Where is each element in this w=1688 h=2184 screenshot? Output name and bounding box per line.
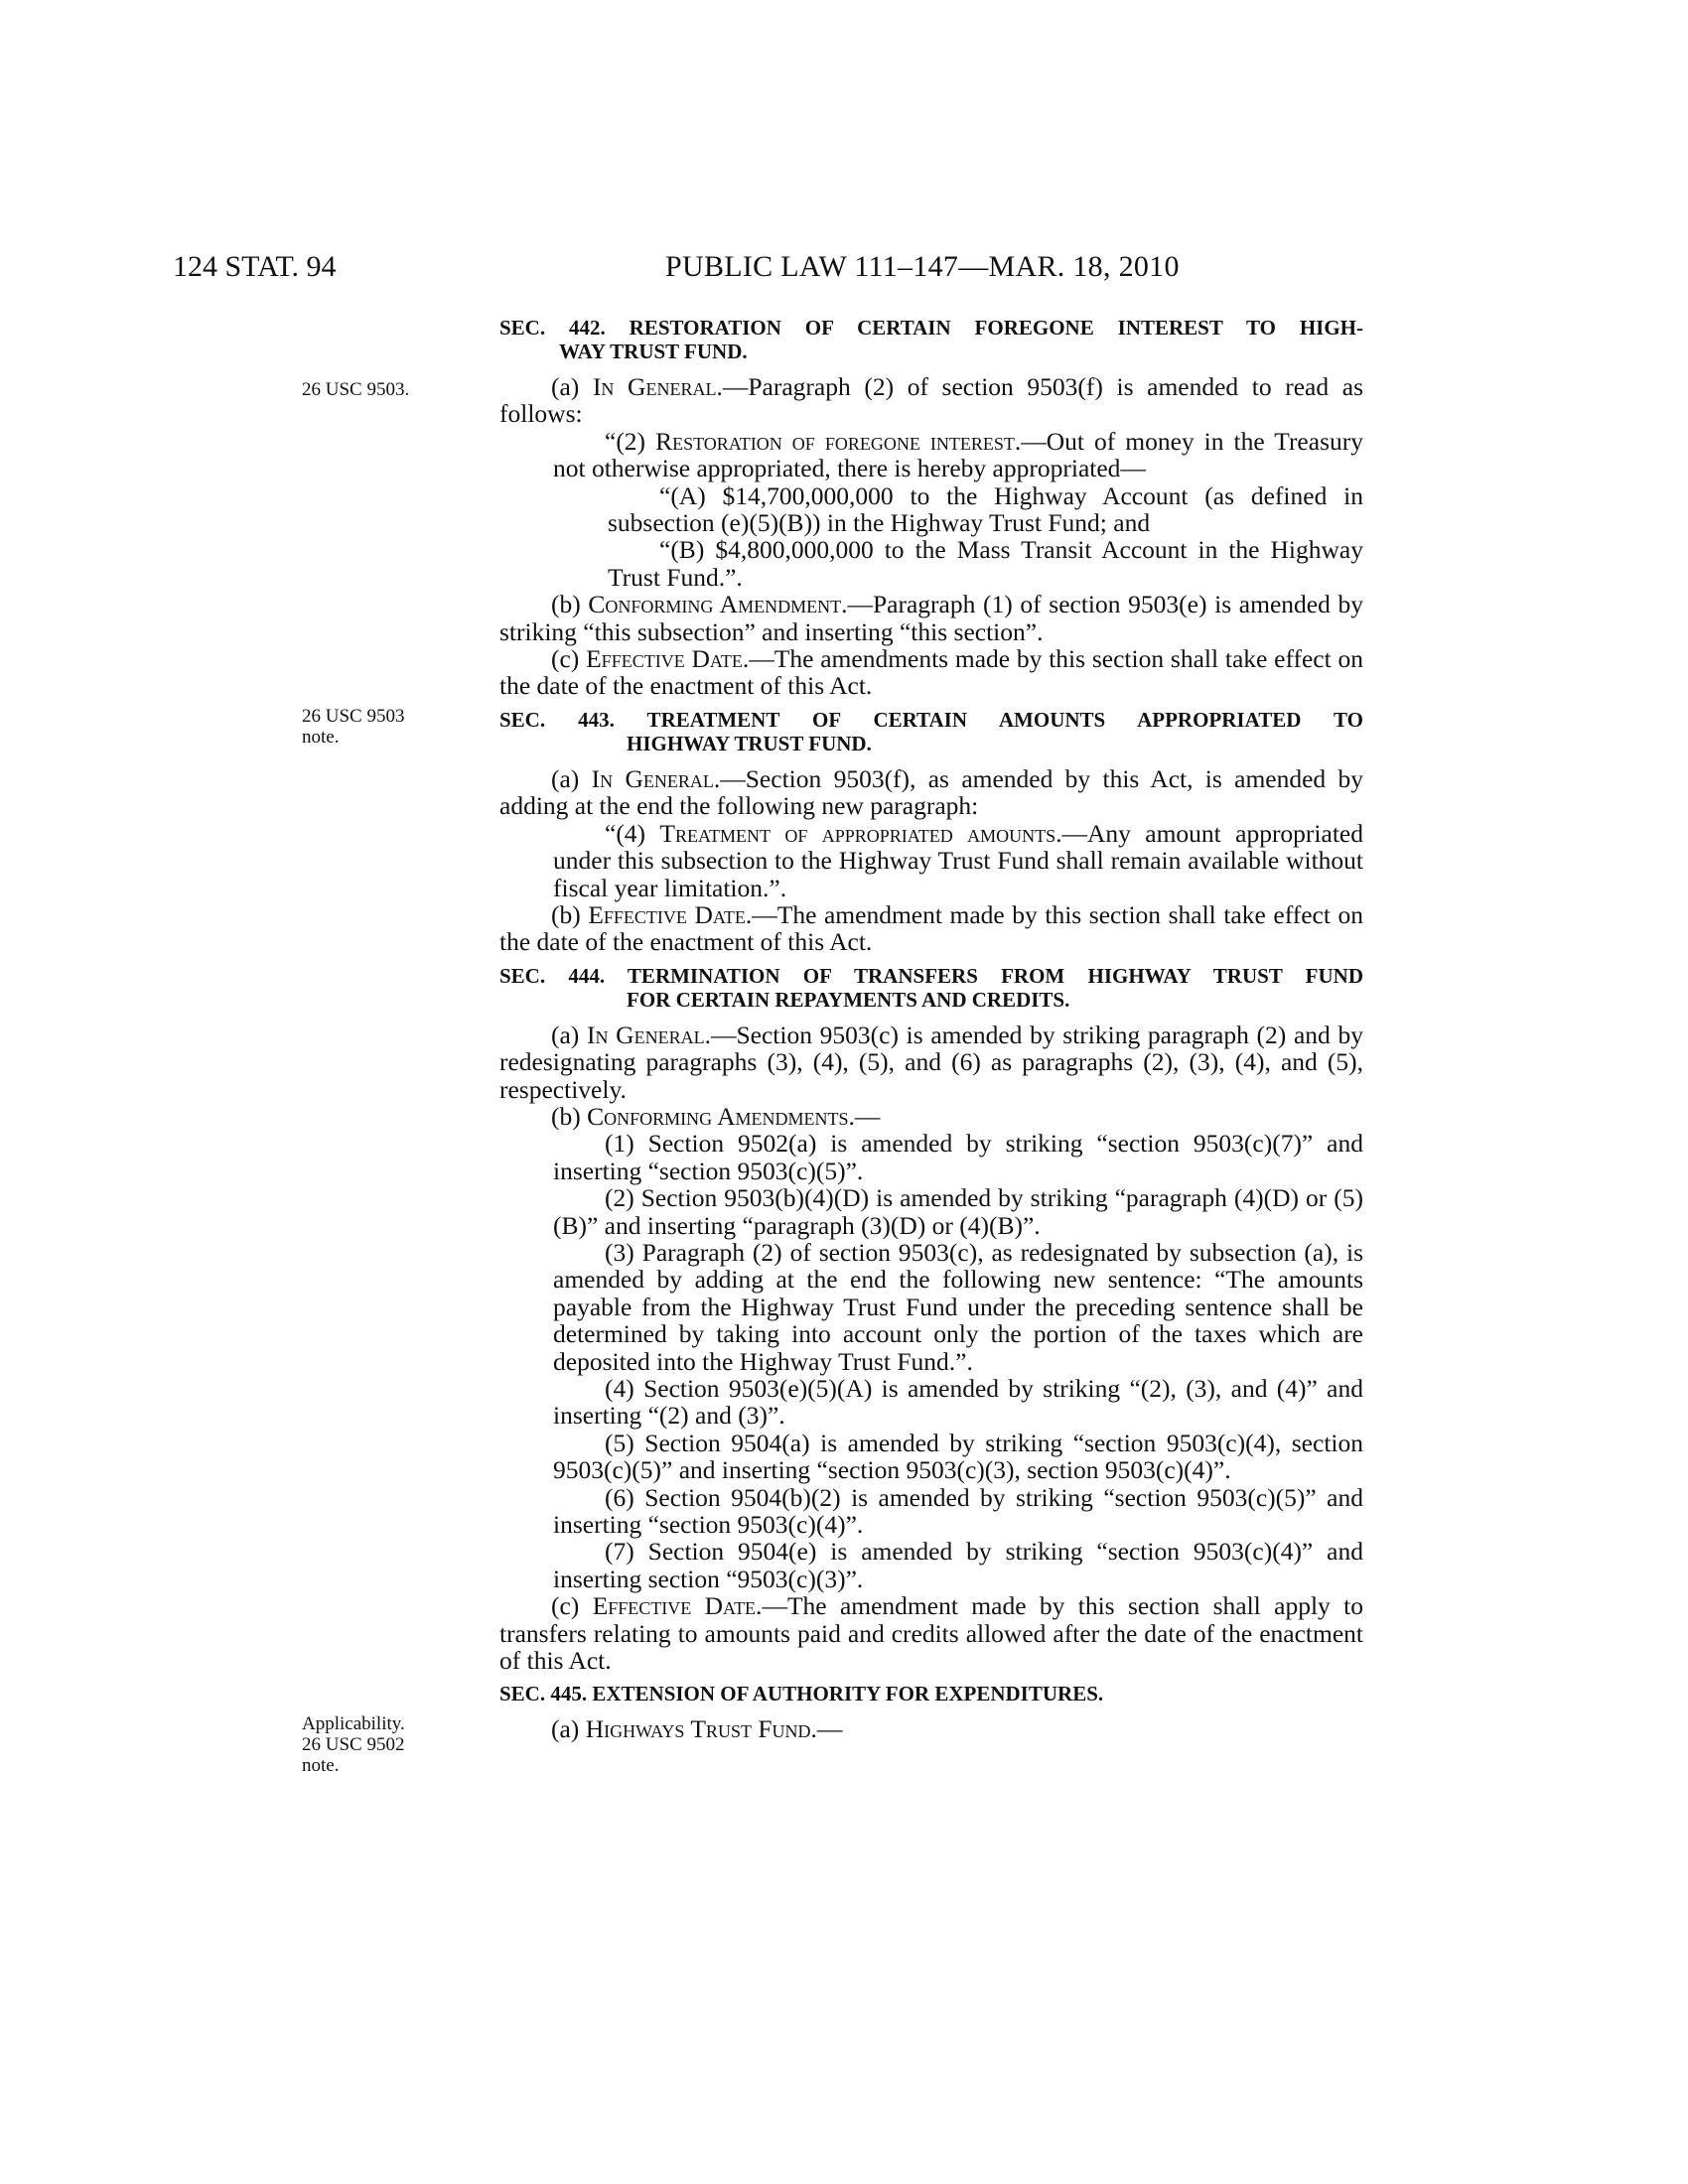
section-442-heading: SEC. 442. RESTORATION OF CERTAIN FOREGONE INTEREST TO HIGH- WAY TRUST FUND. [499,316,1363,363]
section-442-a-2-A: “(A) $14,700,000,000 to the Highway Account (as defined in subsection (e)(5)(B)) in the Highway Trust Fund; and [608,480,1363,538]
section-444-b-7: (7) Section 9504(e) is amended by striking “section 9503(c)(4)” and inserting section “9503(c)(3)”. [553,1537,1363,1593]
section-442-b: (b) Conforming Amendment.—Paragraph (1) of section 9503(e) is amended by striking “this subsection” and inserting “this section”. [499,590,1363,646]
section-444-b: (b) Conforming Amendments.— [551,1101,881,1131]
section-444-heading: SEC. 444. TERMINATION OF TRANSFERS FROM HIGHWAY TRUST FUND FOR CERTAIN REPAYMENTS AND CREDITS. [499,963,1363,1012]
page-header [0,250,1688,290]
section-444-b-4: (4) Section 9503(e)(5)(A) is amended by striking “(2), (3), and (4)” and inserting “(2) and (3)”. [553,1374,1363,1431]
section-444-a: (a) In General.—Section 9503(c) is amended by striking paragraph (2) and by redesignating paragraphs (3), (4), (5), and (6) as paragraphs (2), (3), (4), and (5), respectively. [499,1020,1363,1104]
section-445-heading: SEC. 445. EXTENSION OF AUTHORITY FOR EXPENDITURES. [499,1682,1104,1706]
margin-note-usc-9503-note: 26 USC 9503 note. [302,706,405,748]
section-443-b: (b) Effective Date.—The amendment made by this section shall take effect on the date of the enactment of this Act. [499,899,1364,957]
section-442-a: (a) In General.—Paragraph (2) of section 9503(f) is amended to read as follows: [499,372,1363,429]
section-443-a: (a) In General.—Section 9503(f), as amended by this Act, is amended by adding at the end the following new paragraph: [499,763,1363,821]
section-445-a: (a) Highways Trust Fund.— [551,1714,843,1744]
section-442-a-2: “(2) Restoration of foregone interest.—Out of money in the Treasury not otherwise appropriated, there is hereby appropriated— [553,426,1363,483]
statute-page-ref: 124 STAT. 94 [173,250,337,283]
margin-note-usc-9503: 26 USC 9503. [302,379,410,400]
margin-note-applicability: Applicability. 26 USC 9502 note. [302,1713,405,1776]
section-444-b-5: (5) Section 9504(a) is amended by striking “section 9503(c)(4), section 9503(c)(5)” and inserting “section 9503(c)(3), section 9503(c)(4)”. [553,1428,1363,1485]
section-444-b-1: (1) Section 9502(a) is amended by striking “section 9503(c)(7)” and inserting “section 9503(c)(5)”. [553,1129,1363,1185]
section-442-c: (c) Effective Date.—The amendments made by this section shall take effect on the date of the enactment of this Act. [499,644,1363,701]
section-443-a-4: “(4) Treatment of appropriated amounts.—Any amount appropriated under this subsection to the Highway Trust Fund shall remain available without fiscal year limitation.”. [553,818,1363,902]
running-title: PUBLIC LAW 111–147—MAR. 18, 2010 [665,250,1180,283]
section-444-b-6: (6) Section 9504(b)(2) is amended by striking “section 9503(c)(5)” and inserting “section 9503(c)(4)”. [553,1482,1363,1540]
section-443-heading: SEC. 443. TREATMENT OF CERTAIN AMOUNTS APPROPRIATED TO HIGHWAY TRUST FUND. [499,707,1363,755]
section-444-b-3: (3) Paragraph (2) of section 9503(c), as redesignated by subsection (a), is amended by adding at the end the following new sentence: “The amounts payable from the Highway Trust Fund under the preceding sentence shall be determined by taking into account only the portion of the taxes which are deposited into the Highway Trust Fund.”. [553,1237,1363,1376]
section-442-a-2-B: “(B) $4,800,000,000 to the Mass Transit Account in the Highway Trust Fund.”. [608,535,1363,592]
section-444-b-2: (2) Section 9503(b)(4)(D) is amended by striking “paragraph (4)(D) or (5)(B)” and inserting “paragraph (3)(D) or (4)(B)”. [553,1183,1363,1240]
document-body [499,316,1363,1743]
section-444-c: (c) Effective Date.—The amendment made by this section shall apply to transfers relating to amounts paid and credits allowed after the date of the enactment of this Act. [499,1591,1363,1676]
